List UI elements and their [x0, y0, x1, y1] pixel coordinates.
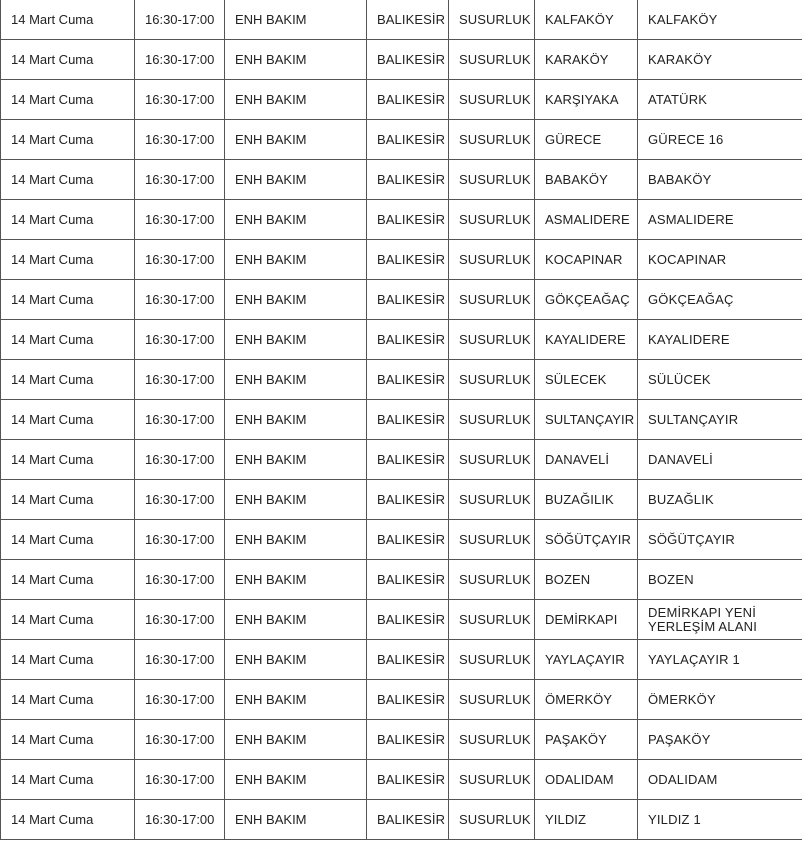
cell-district: SUSURLUK	[449, 0, 535, 40]
cell-time: 16:30-17:00	[135, 600, 225, 640]
cell-neighborhood: BOZEN	[535, 560, 638, 600]
cell-neighborhood: YAYLAÇAYIR	[535, 640, 638, 680]
cell-time: 16:30-17:00	[135, 40, 225, 80]
cell-time: 16:30-17:00	[135, 0, 225, 40]
cell-date: 14 Mart Cuma	[1, 480, 135, 520]
cell-outage-type: ENH BAKIM	[225, 440, 367, 480]
cell-date: 14 Mart Cuma	[1, 640, 135, 680]
cell-street: GÜRECE 16	[638, 120, 802, 160]
cell-district: SUSURLUK	[449, 240, 535, 280]
table-row	[1, 40, 802, 80]
cell-city: BALIKESİR	[367, 160, 449, 200]
cell-time: 16:30-17:00	[135, 280, 225, 320]
cell-city: BALIKESİR	[367, 440, 449, 480]
cell-city: BALIKESİR	[367, 200, 449, 240]
cell-neighborhood: KARAKÖY	[535, 40, 638, 80]
cell-district: SUSURLUK	[449, 640, 535, 680]
table-row	[1, 0, 802, 40]
cell-outage-type: ENH BAKIM	[225, 640, 367, 680]
cell-date: 14 Mart Cuma	[1, 800, 135, 840]
cell-outage-type: ENH BAKIM	[225, 80, 367, 120]
cell-street: GÖKÇEAĞAÇ	[638, 280, 802, 320]
cell-district: SUSURLUK	[449, 200, 535, 240]
cell-city: BALIKESİR	[367, 680, 449, 720]
cell-city: BALIKESİR	[367, 560, 449, 600]
cell-date: 14 Mart Cuma	[1, 120, 135, 160]
cell-outage-type: ENH BAKIM	[225, 520, 367, 560]
cell-city: BALIKESİR	[367, 800, 449, 840]
cell-neighborhood: KOCAPINAR	[535, 240, 638, 280]
cell-date: 14 Mart Cuma	[1, 280, 135, 320]
cell-city: BALIKESİR	[367, 240, 449, 280]
table-row	[1, 160, 802, 200]
cell-neighborhood: BABAKÖY	[535, 160, 638, 200]
table-row	[1, 440, 802, 480]
cell-outage-type: ENH BAKIM	[225, 560, 367, 600]
cell-neighborhood: KARŞIYAKA	[535, 80, 638, 120]
cell-time: 16:30-17:00	[135, 640, 225, 680]
cell-district: SUSURLUK	[449, 600, 535, 640]
cell-district: SUSURLUK	[449, 800, 535, 840]
cell-date: 14 Mart Cuma	[1, 400, 135, 440]
table-row	[1, 280, 802, 320]
cell-city: BALIKESİR	[367, 480, 449, 520]
cell-city: BALIKESİR	[367, 360, 449, 400]
cell-street: ODALIDAM	[638, 760, 802, 800]
cell-street: PAŞAKÖY	[638, 720, 802, 760]
cell-outage-type: ENH BAKIM	[225, 240, 367, 280]
cell-outage-type: ENH BAKIM	[225, 400, 367, 440]
cell-city: BALIKESİR	[367, 120, 449, 160]
cell-date: 14 Mart Cuma	[1, 40, 135, 80]
table-row	[1, 320, 802, 360]
table-row	[1, 360, 802, 400]
cell-street: DANAVELİ	[638, 440, 802, 480]
cell-street: BUZAĞLIK	[638, 480, 802, 520]
cell-outage-type: ENH BAKIM	[225, 800, 367, 840]
cell-time: 16:30-17:00	[135, 560, 225, 600]
table-row	[1, 200, 802, 240]
cell-street: SÜLÜCEK	[638, 360, 802, 400]
cell-neighborhood: ÖMERKÖY	[535, 680, 638, 720]
cell-time: 16:30-17:00	[135, 200, 225, 240]
cell-outage-type: ENH BAKIM	[225, 120, 367, 160]
cell-outage-type: ENH BAKIM	[225, 320, 367, 360]
cell-date: 14 Mart Cuma	[1, 360, 135, 400]
cell-outage-type: ENH BAKIM	[225, 0, 367, 40]
table-row	[1, 800, 802, 840]
cell-street: YILDIZ 1	[638, 800, 802, 840]
cell-neighborhood: GÖKÇEAĞAÇ	[535, 280, 638, 320]
table-row	[1, 240, 802, 280]
cell-district: SUSURLUK	[449, 80, 535, 120]
cell-neighborhood: KAYALIDERE	[535, 320, 638, 360]
cell-neighborhood: BUZAĞILIK	[535, 480, 638, 520]
cell-district: SUSURLUK	[449, 160, 535, 200]
cell-district: SUSURLUK	[449, 680, 535, 720]
cell-time: 16:30-17:00	[135, 720, 225, 760]
table-row	[1, 80, 802, 120]
cell-time: 16:30-17:00	[135, 800, 225, 840]
cell-street: BOZEN	[638, 560, 802, 600]
cell-neighborhood: ODALIDAM	[535, 760, 638, 800]
cell-date: 14 Mart Cuma	[1, 240, 135, 280]
cell-outage-type: ENH BAKIM	[225, 600, 367, 640]
cell-date: 14 Mart Cuma	[1, 520, 135, 560]
cell-neighborhood: PAŞAKÖY	[535, 720, 638, 760]
cell-date: 14 Mart Cuma	[1, 160, 135, 200]
cell-date: 14 Mart Cuma	[1, 320, 135, 360]
cell-outage-type: ENH BAKIM	[225, 40, 367, 80]
cell-district: SUSURLUK	[449, 120, 535, 160]
cell-district: SUSURLUK	[449, 480, 535, 520]
table-row	[1, 560, 802, 600]
cell-street: SÖĞÜTÇAYIR	[638, 520, 802, 560]
cell-outage-type: ENH BAKIM	[225, 200, 367, 240]
cell-district: SUSURLUK	[449, 320, 535, 360]
cell-time: 16:30-17:00	[135, 120, 225, 160]
cell-date: 14 Mart Cuma	[1, 560, 135, 600]
cell-neighborhood: SÜLECEK	[535, 360, 638, 400]
cell-time: 16:30-17:00	[135, 80, 225, 120]
cell-street: ATATÜRK	[638, 80, 802, 120]
cell-date: 14 Mart Cuma	[1, 720, 135, 760]
cell-city: BALIKESİR	[367, 600, 449, 640]
cell-neighborhood: GÜRECE	[535, 120, 638, 160]
cell-neighborhood: ASMALIDERE	[535, 200, 638, 240]
cell-district: SUSURLUK	[449, 720, 535, 760]
cell-date: 14 Mart Cuma	[1, 680, 135, 720]
cell-district: SUSURLUK	[449, 360, 535, 400]
cell-neighborhood: DANAVELİ	[535, 440, 638, 480]
cell-district: SUSURLUK	[449, 560, 535, 600]
cell-date: 14 Mart Cuma	[1, 80, 135, 120]
cell-neighborhood: YILDIZ	[535, 800, 638, 840]
cell-street: BABAKÖY	[638, 160, 802, 200]
cell-date: 14 Mart Cuma	[1, 200, 135, 240]
cell-outage-type: ENH BAKIM	[225, 680, 367, 720]
cell-date: 14 Mart Cuma	[1, 440, 135, 480]
cell-city: BALIKESİR	[367, 760, 449, 800]
cell-district: SUSURLUK	[449, 280, 535, 320]
cell-city: BALIKESİR	[367, 520, 449, 560]
table-body	[1, 0, 802, 840]
cell-street: ÖMERKÖY	[638, 680, 802, 720]
cell-time: 16:30-17:00	[135, 760, 225, 800]
cell-time: 16:30-17:00	[135, 520, 225, 560]
cell-district: SUSURLUK	[449, 520, 535, 560]
table-row	[1, 120, 802, 160]
cell-city: BALIKESİR	[367, 40, 449, 80]
cell-time: 16:30-17:00	[135, 320, 225, 360]
cell-neighborhood: SULTANÇAYIR	[535, 400, 638, 440]
cell-outage-type: ENH BAKIM	[225, 160, 367, 200]
cell-city: BALIKESİR	[367, 720, 449, 760]
table-row	[1, 760, 802, 800]
cell-district: SUSURLUK	[449, 400, 535, 440]
cell-city: BALIKESİR	[367, 400, 449, 440]
cell-outage-type: ENH BAKIM	[225, 360, 367, 400]
cell-street: KOCAPINAR	[638, 240, 802, 280]
table-row	[1, 680, 802, 720]
cell-neighborhood: KALFAKÖY	[535, 0, 638, 40]
cell-outage-type: ENH BAKIM	[225, 480, 367, 520]
cell-city: BALIKESİR	[367, 640, 449, 680]
cell-street: KAYALIDERE	[638, 320, 802, 360]
cell-street: YAYLAÇAYIR 1	[638, 640, 802, 680]
cell-street: ASMALIDERE	[638, 200, 802, 240]
cell-date: 14 Mart Cuma	[1, 760, 135, 800]
cell-street: KARAKÖY	[638, 40, 802, 80]
cell-street: KALFAKÖY	[638, 0, 802, 40]
cell-street: SULTANÇAYIR	[638, 400, 802, 440]
table-row	[1, 480, 802, 520]
cell-city: BALIKESİR	[367, 280, 449, 320]
cell-city: BALIKESİR	[367, 320, 449, 360]
cell-date: 14 Mart Cuma	[1, 0, 135, 40]
cell-date: 14 Mart Cuma	[1, 600, 135, 640]
cell-time: 16:30-17:00	[135, 400, 225, 440]
cell-time: 16:30-17:00	[135, 360, 225, 400]
cell-outage-type: ENH BAKIM	[225, 280, 367, 320]
cell-district: SUSURLUK	[449, 760, 535, 800]
cell-outage-type: ENH BAKIM	[225, 760, 367, 800]
table-row	[1, 720, 802, 760]
table-row	[1, 520, 802, 560]
cell-time: 16:30-17:00	[135, 440, 225, 480]
cell-city: BALIKESİR	[367, 80, 449, 120]
cell-outage-type: ENH BAKIM	[225, 720, 367, 760]
table-row	[1, 600, 802, 640]
cell-time: 16:30-17:00	[135, 240, 225, 280]
cell-time: 16:30-17:00	[135, 680, 225, 720]
cell-time: 16:30-17:00	[135, 480, 225, 520]
cell-city: BALIKESİR	[367, 0, 449, 40]
cell-neighborhood: SÖĞÜTÇAYIR	[535, 520, 638, 560]
cell-district: SUSURLUK	[449, 440, 535, 480]
table-row	[1, 400, 802, 440]
cell-street: DEMİRKAPI YENİ YERLEŞİM ALANI	[638, 600, 802, 640]
cell-neighborhood: DEMİRKAPI	[535, 600, 638, 640]
cell-time: 16:30-17:00	[135, 160, 225, 200]
table-row	[1, 640, 802, 680]
cell-district: SUSURLUK	[449, 40, 535, 80]
